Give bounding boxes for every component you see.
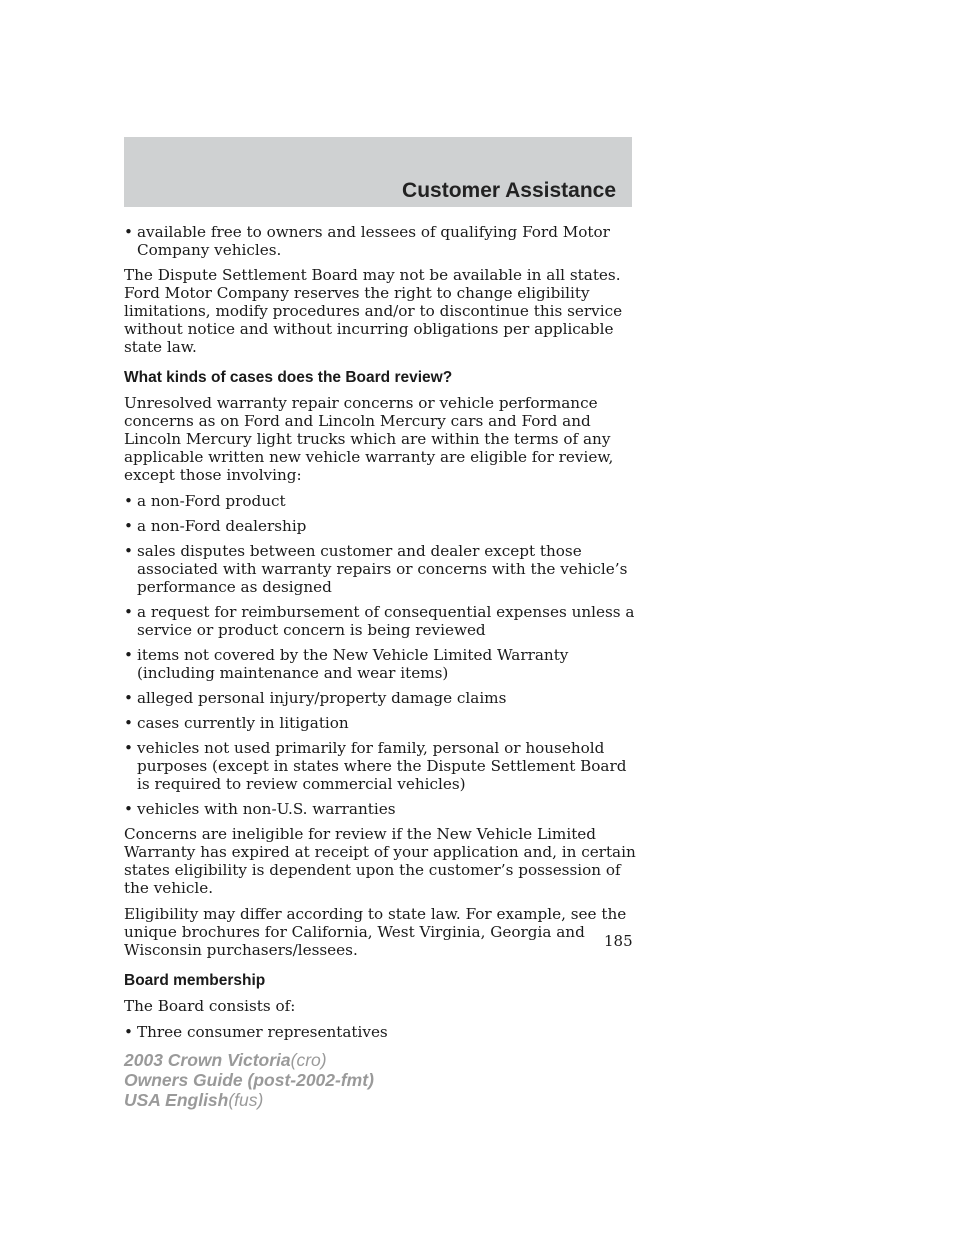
- bullet-text: items not covered by the New Vehicle Limited Warranty (including maintenance and wear items): [137, 646, 569, 682]
- bullet-icon: •: [124, 603, 133, 621]
- availability-paragraph: The Dispute Settlement Board may not be available in all states. Ford Motor Company reserves the right to change eligibility limitations, modify procedures and/or to discontinue this service without notice and without incurring obligations per applicable state law.: [124, 266, 623, 356]
- footer-model: 2003 Crown Victoria: [124, 1050, 291, 1070]
- bullet-item: [124, 739, 640, 793]
- footer-guide: Owners Guide (post-2002-fmt): [124, 1070, 374, 1090]
- bullet-text: vehicles not used primarily for family, personal or household purposes (except in states where the Dispute Settlement Board is required to review commercial vehicles): [137, 739, 627, 793]
- bullet-item: [124, 1023, 640, 1041]
- footer-language: USA English: [124, 1090, 229, 1110]
- bullet-text: vehicles with non-U.S. warranties: [137, 800, 396, 818]
- bullet-text: alleged personal injury/property damage claims: [137, 689, 507, 707]
- bullet-icon: •: [124, 223, 133, 241]
- bullet-text: Three consumer representatives: [137, 1023, 388, 1041]
- membership-heading: Board membership: [124, 972, 266, 989]
- bullet-item: [124, 603, 640, 639]
- bullet-item: [124, 517, 640, 535]
- bullet-text: available free to owners and lessees of qualifying Ford Motor Company vehicles.: [137, 223, 610, 259]
- bullet-item: [124, 714, 640, 732]
- membership-intro-paragraph: The Board consists of:: [124, 997, 296, 1015]
- bullet-icon: •: [124, 689, 133, 707]
- footer-language-code: (fus): [228, 1090, 264, 1110]
- ineligible-paragraph: Concerns are ineligible for review if the New Vehicle Limited Warranty has expired at receipt of your application and, in certain states eligibility is dependent upon the customer’s possession of the vehicle.: [124, 825, 636, 897]
- footer-line: [124, 1070, 374, 1090]
- bullet-icon: •: [124, 542, 133, 560]
- footer-line: [124, 1090, 374, 1110]
- bullet-icon: •: [124, 517, 133, 535]
- header-band: [124, 137, 632, 207]
- bullet-item: [124, 689, 640, 707]
- bullet-text: a request for reimbursement of consequential expenses unless a service or product concern is being reviewed: [137, 603, 635, 639]
- bullet-icon: •: [124, 1023, 133, 1041]
- bullet-item: [124, 542, 640, 596]
- bullet-icon: •: [124, 739, 133, 757]
- cases-heading: What kinds of cases does the Board review?: [124, 369, 453, 386]
- section-title: Customer Assistance: [402, 179, 616, 202]
- state-law-paragraph: Eligibility may differ according to state law. For example, see the unique brochures for California, West Virginia, Georgia and Wisconsin purchasers/lessees.: [124, 905, 627, 959]
- bullet-text: sales disputes between customer and dealer except those associated with warranty repairs or concerns with the vehicle’s performance as designed: [137, 542, 628, 596]
- document-footer: [124, 1050, 374, 1110]
- footer-line: [124, 1050, 374, 1070]
- bullet-item: [124, 223, 640, 259]
- bullet-text: a non-Ford product: [137, 492, 286, 510]
- bullet-icon: •: [124, 646, 133, 664]
- bullet-item: [124, 646, 640, 682]
- bullet-icon: •: [124, 800, 133, 818]
- bullet-text: a non-Ford dealership: [137, 517, 307, 535]
- page-number: 185: [604, 932, 633, 950]
- bullet-icon: •: [124, 714, 133, 732]
- cases-intro-paragraph: Unresolved warranty repair concerns or vehicle performance concerns as on Ford and Lincoln Mercury cars and Ford and Lincoln Mercury light trucks which are within the terms of any applicable written new vehicle warranty are eligible for review, except those involving:: [124, 394, 614, 484]
- bullet-item: [124, 492, 640, 510]
- page-content: [124, 223, 640, 1048]
- bullet-text: cases currently in litigation: [137, 714, 349, 732]
- footer-model-code: (cro): [290, 1050, 327, 1070]
- bullet-icon: •: [124, 492, 133, 510]
- bullet-item: [124, 800, 640, 818]
